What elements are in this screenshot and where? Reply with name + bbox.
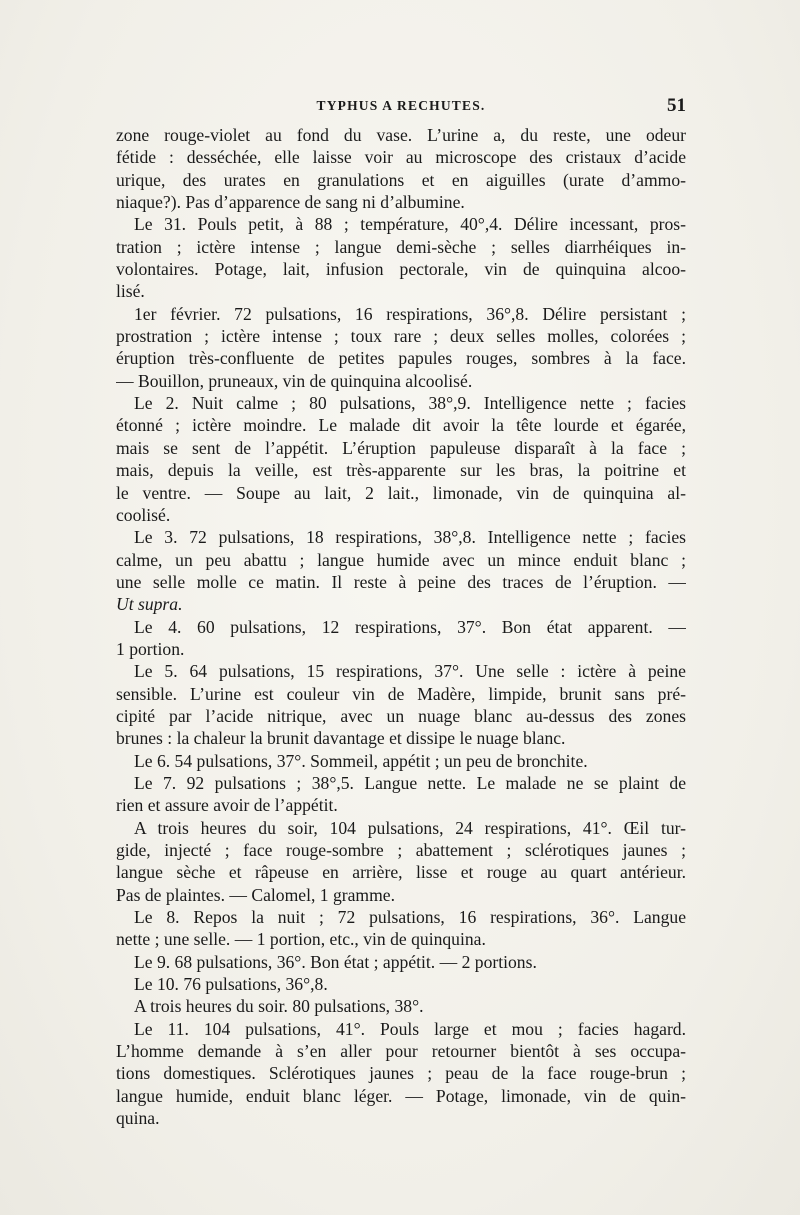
text-line: Ut supra. (116, 594, 183, 615)
text-line: gide, injecté ; face rouge-sombre ; abattement ; sclérotiques jaunes ; (116, 840, 686, 860)
text-line: brunes : la chaleur la brunit davantage et dissipe le nuage blanc. (116, 728, 566, 749)
text-line: zone rouge-violet au fond du vase. L’urine a, du reste, une odeur (116, 125, 686, 145)
text-line: A trois heures du soir, 104 pulsations, 24 respirations, 41°. Œil tur- (134, 817, 686, 838)
text-line: Le 11. 104 pulsations, 41°. Pouls large et mou ; facies hagard. (134, 1018, 686, 1039)
text-line: L’homme demande à s’en aller pour retourner bientôt à ses occupa- (116, 1041, 686, 1062)
text-line: Le 2. Nuit calme ; 80 pulsations, 38°,9. Intelligence nette ; facies (134, 393, 686, 414)
text-line: mais se sent de l’appétit. L’éruption papuleuse disparaît à la face ; (116, 437, 686, 458)
text-line: langue humide, enduit blanc léger. — Potage, limonade, vin de quin- (116, 1085, 686, 1106)
text-line: urique, des urates en granulations et en aiguilles (urate d’ammo- (116, 169, 686, 190)
text-line: rien et assure avoir de l’appétit. (116, 795, 338, 816)
text-line: cipité par l’acide nitrique, avec un nuage blanc au-dessus des zones (116, 705, 686, 726)
text-line: Le 4. 60 pulsations, 12 respirations, 37°. Bon état apparent. — (134, 616, 686, 637)
text-line: A trois heures du soir. 80 pulsations, 38°. (134, 996, 424, 1017)
text-line: prostration ; ictère intense ; toux rare ; deux selles molles, colorées ; (116, 326, 686, 347)
text-line: éruption très-confluente de petites papules rouges, sombres à la face. (116, 348, 686, 369)
text-line: lisé. (116, 281, 145, 302)
text-line: — Bouillon, pruneaux, vin de quinquina alcoolisé. (116, 370, 473, 391)
text-line: quina. (116, 1108, 160, 1129)
text-line: tration ; ictère intense ; langue demi-sèche ; selles diarrhéiques in- (116, 236, 686, 257)
text-line: langue sèche et râpeuse en arrière, lisse et rouge au quart antérieur. (116, 862, 686, 883)
text-line: une selle molle ce matin. Il reste à peine des traces de l’éruption. — (116, 571, 686, 592)
text-line: Pas de plaintes. — Calomel, 1 gramme. (116, 884, 396, 905)
body-text (116, 124, 686, 1129)
text-line: calme, un peu abattu ; langue humide avec un mince enduit blanc ; (116, 549, 686, 570)
text-line: Le 6. 54 pulsations, 37°. Sommeil, appétit ; un peu de bronchite. (134, 750, 588, 771)
text-line: Le 31. Pouls petit, à 88 ; température, 40°,4. Délire incessant, pros- (134, 214, 686, 235)
text-line: Le 10. 76 pulsations, 36°,8. (134, 974, 328, 995)
running-title: TYPHUS A RECHUTES. (316, 98, 486, 113)
text-line: mais, depuis la veille, est très-apparente sur les bras, la poitrine et (116, 460, 686, 481)
text-line: volontaires. Potage, lait, infusion pectorale, vin de quinquina alcoo- (116, 259, 686, 280)
text-line: nette ; une selle. — 1 portion, etc., vin de quinquina. (116, 929, 486, 950)
text-line: le ventre. — Soupe au lait, 2 lait., limonade, vin de quinquina al- (116, 482, 686, 503)
text-line: niaque?). Pas d’apparence de sang ni d’albumine. (116, 192, 465, 213)
text-line: sensible. L’urine est couleur vin de Madère, limpide, brunit sans pré- (116, 683, 686, 704)
text-line: Le 3. 72 pulsations, 18 respirations, 38°,8. Intelligence nette ; facies (134, 527, 686, 548)
text-line: fétide : desséchée, elle laisse voir au microscope des cristaux d’acide (116, 147, 686, 168)
text-line: Le 5. 64 pulsations, 15 respirations, 37°. Une selle : ictère à peine (134, 661, 686, 682)
text-line: étonné ; ictère moindre. Le malade dit avoir la tête lourde et égarée, (116, 415, 686, 436)
text-line: tions domestiques. Sclérotiques jaunes ; peau de la face rouge-brun ; (116, 1063, 686, 1084)
text-line: coolisé. (116, 504, 171, 525)
text-line: Le 7. 92 pulsations ; 38°,5. Langue nette. Le malade ne se plaint de (134, 772, 686, 793)
page-number: 51 (667, 95, 686, 116)
text-line: 1er février. 72 pulsations, 16 respirations, 36°,8. Délire persistant ; (134, 303, 686, 324)
text-line: Le 9. 68 pulsations, 36°. Bon état ; appétit. — 2 portions. (134, 951, 537, 972)
text-line: Le 8. Repos la nuit ; 72 pulsations, 16 respirations, 36°. Langue (134, 907, 686, 928)
running-head (116, 95, 686, 120)
text-line: 1 portion. (116, 638, 185, 659)
